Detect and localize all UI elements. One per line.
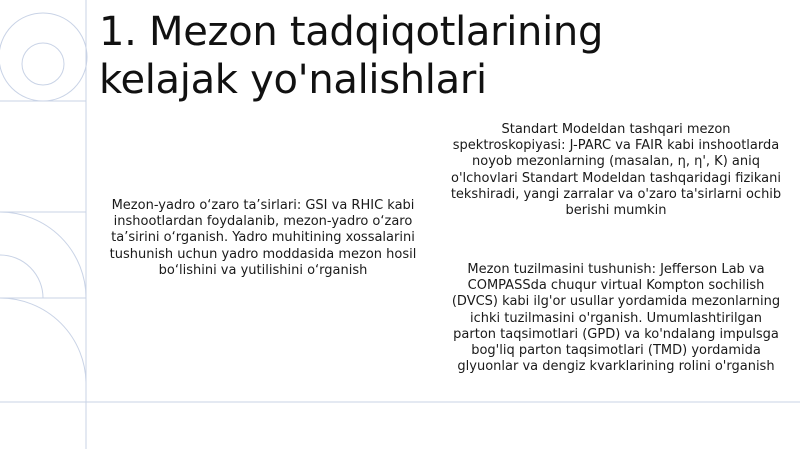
left-arc-upper — [0, 212, 86, 298]
large-circle-outline — [0, 13, 87, 101]
left-arc-lower — [0, 298, 86, 384]
title-line-1: 1. Mezon tadqiqotlarining — [99, 9, 604, 55]
meson-nucleus-text: Mezon-yadro o‘zaro ta’sirlari: GSI va RHIC kabi inshootlardan foydalanib, mezon-yadro o‘zaro ta’sirini o‘rganish. Yadro muhitining xossalarini tushunish uchun yadro moddasida mezon hosil bo‘lishini va yutilishini o‘rganish — [109, 198, 417, 278]
title-line-2: kelajak yo'nalishlari — [99, 57, 487, 103]
meson-structure-text: Mezon tuzilmasini tushunish: Jefferson Lab va COMPASSda chuqur virtual Kompton sochilish (DVCS) kabi ilg'or usullar yordamida mezonlarning ichki tuzilmasini o'rganish. Umumlashtirilgan parton taqsimotlari (GPD) va ko'ndalang impulsga bog'liq parton taqsimotlari (TMD) yordamida glyuonlar va dengiz kvarklarining rolini o'rganish — [451, 262, 781, 375]
slide-title — [99, 8, 789, 104]
meson-spectroscopy-text: Standart Modeldan tashqari mezon spektroskopiyasi: J-PARC va FAIR kabi inshootlarda noyob mezonlarning (masalan, η, η', K) aniq o'lchovlari Standart Modeldan tashqaridagi fizikani tekshiradi, yangi zarralar va o'zaro ta'sirlarni ochib berishi mumkin — [450, 122, 782, 219]
small-circle-outline — [22, 43, 64, 85]
left-arc-inner — [0, 255, 43, 298]
